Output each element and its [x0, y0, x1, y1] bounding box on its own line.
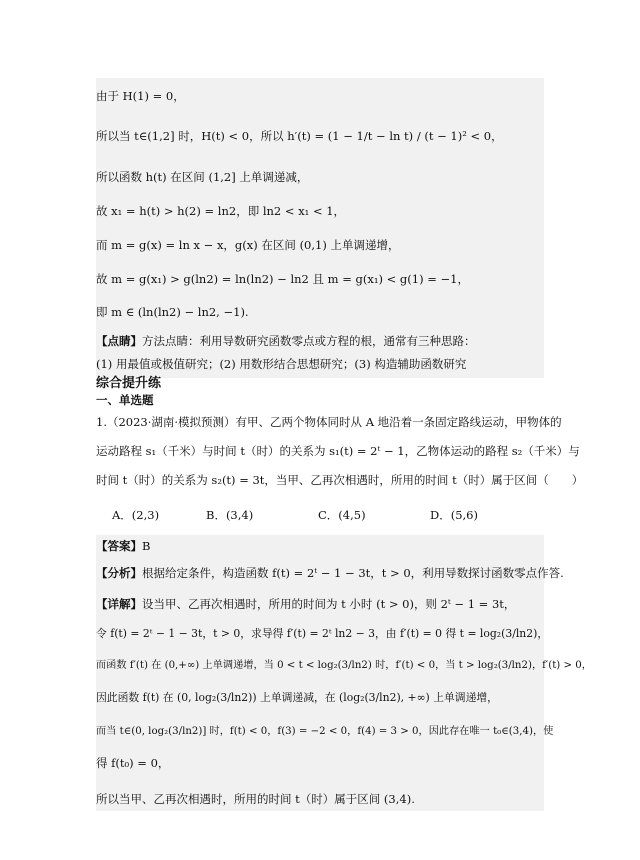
question-line-3: 时间 t（时）的关系为 s₂(t) = 3t，当甲、乙再次相遇时，所用的时间 t（时）属于区间（ ）	[96, 473, 584, 487]
detail-line-5: 而当 t∈(0, log₂(3/ln2)] 时，f(t) < 0，f(3) = −2 < 0，f(4) = 3 > 0，因此存在唯一 t₀∈(3,4)，使	[96, 726, 554, 737]
solution-line-6: 故 m = g(x₁) > g(ln2) = ln(ln2) − ln2 且 m = g(x₁) < g(1) = −1，	[96, 272, 469, 286]
answer-line	[96, 538, 150, 554]
solution-line-1: 由于 H(1) = 0，	[96, 89, 185, 103]
tip-line-2: (1) 用最值或极值研究；(2) 用数形结合思想研究；(3) 构造辅助函数研究	[96, 357, 467, 371]
detail-text-1: 设当甲、乙再次相遇时，所用的时间为 t 小时 (t > 0)，则 2ᵗ − 1 = 3t，	[142, 597, 516, 611]
section-subtitle: 一、单选题	[96, 393, 154, 407]
analysis-text: 根据给定条件，构造函数 f(t) = 2ᵗ − 1 − 3t，t > 0，利用导数探讨函数零点作答.	[142, 566, 564, 580]
answer-value: B	[142, 539, 151, 553]
analysis-line	[96, 565, 564, 581]
solution-line-2: 所以当 t∈(1,2] 时，H(t) < 0，所以 h′(t) = (1 − 1/t − ln t) / (t − 1)² < 0，	[96, 129, 503, 143]
tip-text: 方法点睛：利用导数研究函数零点或方程的根，通常有三种思路：	[142, 334, 476, 348]
answer-label: 【答案】	[96, 539, 142, 553]
detail-line-1	[96, 596, 515, 612]
question-line-1: 1.（2023·湖南·模拟预测）有甲、乙两个物体同时从 A 地沿着一条固定路线运动，甲物体的	[96, 415, 562, 429]
option-c: C．(4,5)	[318, 508, 366, 522]
detail-line-2: 令 f(t) = 2ᵗ − 1 − 3t，t > 0，求导得 f′(t) = 2ᵗ ln2 − 3，由 f′(t) = 0 得 t = log₂(3/ln2)，	[96, 627, 549, 640]
option-b: B．(3,4)	[206, 508, 254, 522]
detail-line-4: 因此函数 f(t) 在 (0, log₂(3/ln2)) 上单调递减，在 (log₂(3/ln2), +∞) 上单调递增，	[96, 691, 498, 704]
detail-line-7: 所以当甲、乙再次相遇时，所用的时间 t（时）属于区间 (3,4).	[96, 792, 415, 806]
option-d: D．(5,6)	[430, 508, 478, 522]
solution-line-5: 而 m = g(x) = ln x − x，g(x) 在区间 (0,1) 上单调递增，	[96, 238, 400, 252]
detail-line-6: 得 f(t₀) = 0，	[96, 756, 170, 770]
section-title: 综合提升练	[96, 376, 162, 391]
solution-line-7: 即 m ∈ (ln(ln2) − ln2, −1).	[96, 305, 249, 319]
detail-line-3: 而函数 f′(t) 在 (0,+∞) 上单调递增，当 0 < t < log₂(3/ln2) 时，f′(t) < 0，当 t > log₂(3/ln2)，f′(t) > 0，	[96, 660, 592, 671]
tip-line	[96, 333, 476, 349]
solution-line-4: 故 x₁ = h(t) > h(2) = ln2，即 ln2 < x₁ < 1，	[96, 204, 346, 218]
tip-label: 【点睛】	[96, 334, 142, 348]
analysis-label: 【分析】	[96, 566, 142, 580]
option-a: A．(2,3)	[112, 508, 160, 522]
question-line-2: 运动路程 s₁（千米）与时间 t（时）的关系为 s₁(t) = 2ᵗ − 1，乙物体运动的路程 s₂（千米）与	[96, 444, 580, 458]
solution-line-3: 所以函数 h(t) 在区间 (1,2] 上单调递减，	[96, 170, 309, 184]
detail-label: 【详解】	[96, 597, 142, 611]
